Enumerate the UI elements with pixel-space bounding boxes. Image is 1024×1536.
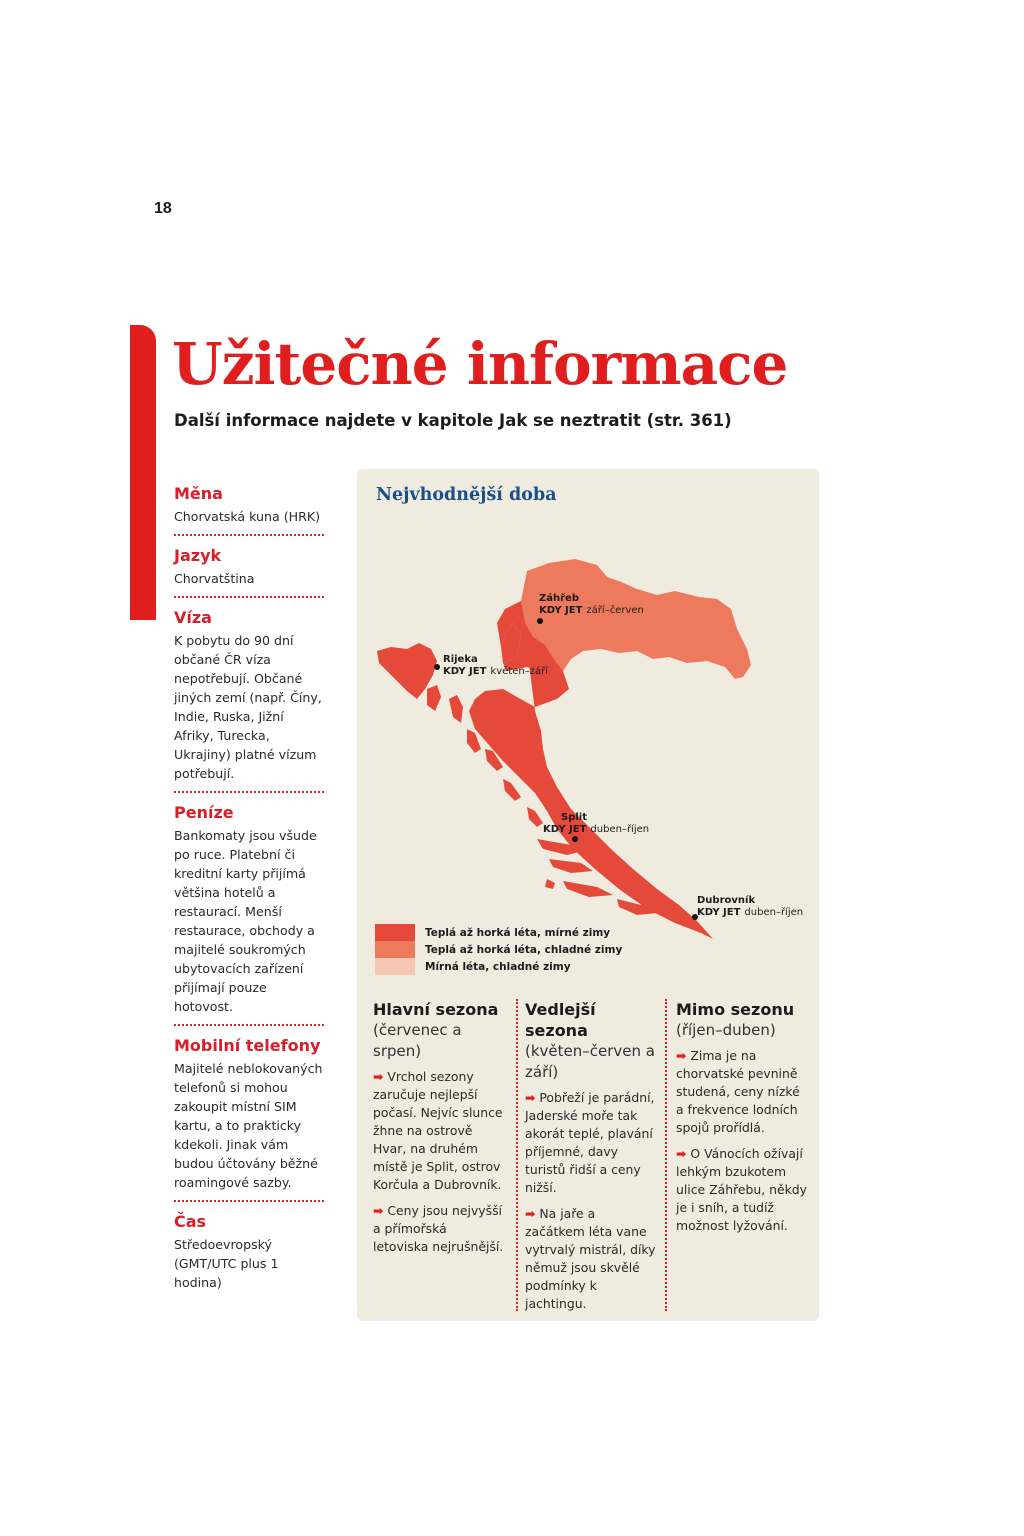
city-label-rijeka: Rijeka — [443, 654, 478, 665]
season-months: (říjen–duben) — [676, 1021, 776, 1039]
season-divider — [665, 999, 667, 1311]
season-high — [373, 999, 505, 1264]
island — [427, 685, 441, 711]
legend-row — [375, 958, 622, 975]
legend-label: Mírná léta, chladné zimy — [425, 960, 571, 973]
island — [527, 807, 543, 827]
city-when-zagreb — [539, 604, 644, 616]
when-value: květen–září — [490, 666, 548, 677]
arrow-right-icon: ➡ — [525, 1206, 536, 1221]
info-column — [174, 484, 324, 1310]
city-marker-zagreb — [537, 618, 543, 624]
page-title: Užitečné informace — [172, 330, 788, 398]
info-heading: Víza — [174, 608, 212, 627]
season-point — [525, 1089, 657, 1197]
info-item-language — [174, 546, 324, 598]
legend-swatch — [375, 941, 415, 958]
map-legend — [375, 924, 622, 975]
season-point-text: Vrchol sezony zaručuje nejlepší počasí. Nejvíc slunce žhne na ostrově Hvar, na druhém místě je Split, ostrov Korčula a Dubrovník. — [373, 1069, 503, 1192]
arrow-right-icon: ➡ — [373, 1069, 384, 1084]
info-item-time — [174, 1212, 324, 1300]
season-low — [676, 999, 808, 1243]
climate-map — [357, 539, 819, 939]
season-divider — [516, 999, 518, 1311]
island — [563, 881, 613, 897]
map-region-continental — [521, 559, 751, 679]
seasons — [357, 999, 819, 1309]
info-item-money — [174, 803, 324, 1026]
info-heading: Měna — [174, 484, 223, 503]
info-heading: Peníze — [174, 803, 234, 822]
info-heading: Čas — [174, 1212, 207, 1231]
info-text: Majitelé neblokovaných telefonů si mohou zakoupit místní SIM kartu, a to prakticky kdekoli. Jinak vám budou účtovány běžné roamingové sazby. — [174, 1061, 323, 1190]
island — [545, 879, 555, 889]
when-value: duben–říjen — [744, 907, 804, 918]
season-point-text: Ceny jsou nejvyšší a přímořská letoviska nejrušnější. — [373, 1203, 504, 1254]
kdy-label: KDY JET — [539, 605, 583, 616]
season-months: (květen–červen a září) — [525, 1042, 655, 1081]
season-heading: Vedlejší sezona — [525, 1000, 596, 1040]
season-months: (červenec a srpen) — [373, 1021, 462, 1060]
kdy-label: KDY JET — [443, 666, 487, 677]
legend-label: Teplá až horká léta, chladné zimy — [425, 943, 623, 956]
arrow-right-icon: ➡ — [525, 1090, 536, 1105]
legend-swatch — [375, 958, 415, 975]
season-point — [676, 1047, 808, 1137]
info-text: Chorvatská kuna (HRK) — [174, 509, 321, 524]
city-when-split — [543, 823, 649, 835]
panel-title: Nejvhodnější doba — [376, 485, 557, 505]
season-shoulder — [525, 999, 657, 1321]
season-point-text: Pobřeží je parádní, Jaderské moře tak akorát teplé, plavání příjemné, davy turistů řidší a ceny nižší. — [525, 1090, 655, 1195]
season-point — [676, 1145, 808, 1235]
info-text: Středoevropský (GMT/UTC plus 1 hodina) — [174, 1237, 279, 1290]
title-accent-bar — [130, 325, 156, 620]
when-value: duben–říjen — [590, 824, 650, 835]
info-heading: Mobilní telefony — [174, 1036, 321, 1055]
city-marker-split — [572, 836, 578, 842]
info-text: Bankomaty jsou všude po ruce. Platební či kreditní karty přijímá většina hotelů a restaurací. Menší restaurace, obchody a majitelé soukromých ubytovacích zařízení přijímají pouze hotovost. — [174, 828, 317, 1014]
page-number: 18 — [154, 200, 172, 217]
season-point-text: Na jaře a začátkem léta vane vytrvalý mistrál, díky němuž jsou skvělé podmínky k jachtingu. — [525, 1206, 656, 1311]
island — [503, 779, 521, 801]
city-when-dubrovnik — [697, 906, 803, 918]
info-item-currency — [174, 484, 324, 536]
season-point — [373, 1202, 505, 1256]
kdy-label: KDY JET — [697, 907, 741, 918]
arrow-right-icon: ➡ — [676, 1048, 687, 1063]
arrow-right-icon: ➡ — [676, 1146, 687, 1161]
island — [449, 695, 463, 723]
season-point-text: Zima je na chorvatské pevnině studená, ceny nízké a frekvence lodních spojů prořídlá. — [676, 1048, 800, 1135]
city-when-rijeka — [443, 665, 549, 677]
best-time-panel — [357, 469, 819, 1321]
when-value: září–červen — [586, 605, 644, 616]
info-item-mobile-phones — [174, 1036, 324, 1202]
city-label-zagreb: Záhřeb — [539, 593, 579, 604]
season-point — [525, 1205, 657, 1313]
legend-swatch — [375, 924, 415, 941]
city-label-dubrovnik: Dubrovník — [697, 895, 756, 906]
season-point — [373, 1068, 505, 1194]
season-point-text: O Vánocích ožívají lehkým bzukotem ulice Záhřebu, někdy je i sníh, a tudíž možnost lyžování. — [676, 1146, 807, 1233]
city-marker-rijeka — [434, 664, 440, 670]
arrow-right-icon: ➡ — [373, 1203, 384, 1218]
info-heading: Jazyk — [174, 546, 222, 565]
legend-row — [375, 941, 622, 958]
city-label-split: Split — [561, 812, 587, 823]
season-heading: Mimo sezonu — [676, 1000, 795, 1019]
info-text: Chorvatština — [174, 571, 255, 586]
info-text: K pobytu do 90 dní občané ČR víza nepotřebují. Občané jiných zemí (např. Číny, Indie, Ruska, Jižní Afriky, Turecka, Ukrajiny) platné vízum potřebují. — [174, 633, 322, 781]
page-subtitle: Další informace najdete v kapitole Jak se neztratit (str. 361) — [174, 411, 732, 430]
legend-label: Teplá až horká léta, mírné zimy — [425, 926, 611, 939]
kdy-label: KDY JET — [543, 824, 587, 835]
info-item-visa — [174, 608, 324, 793]
season-heading: Hlavní sezona — [373, 1000, 499, 1019]
legend-row — [375, 924, 622, 941]
